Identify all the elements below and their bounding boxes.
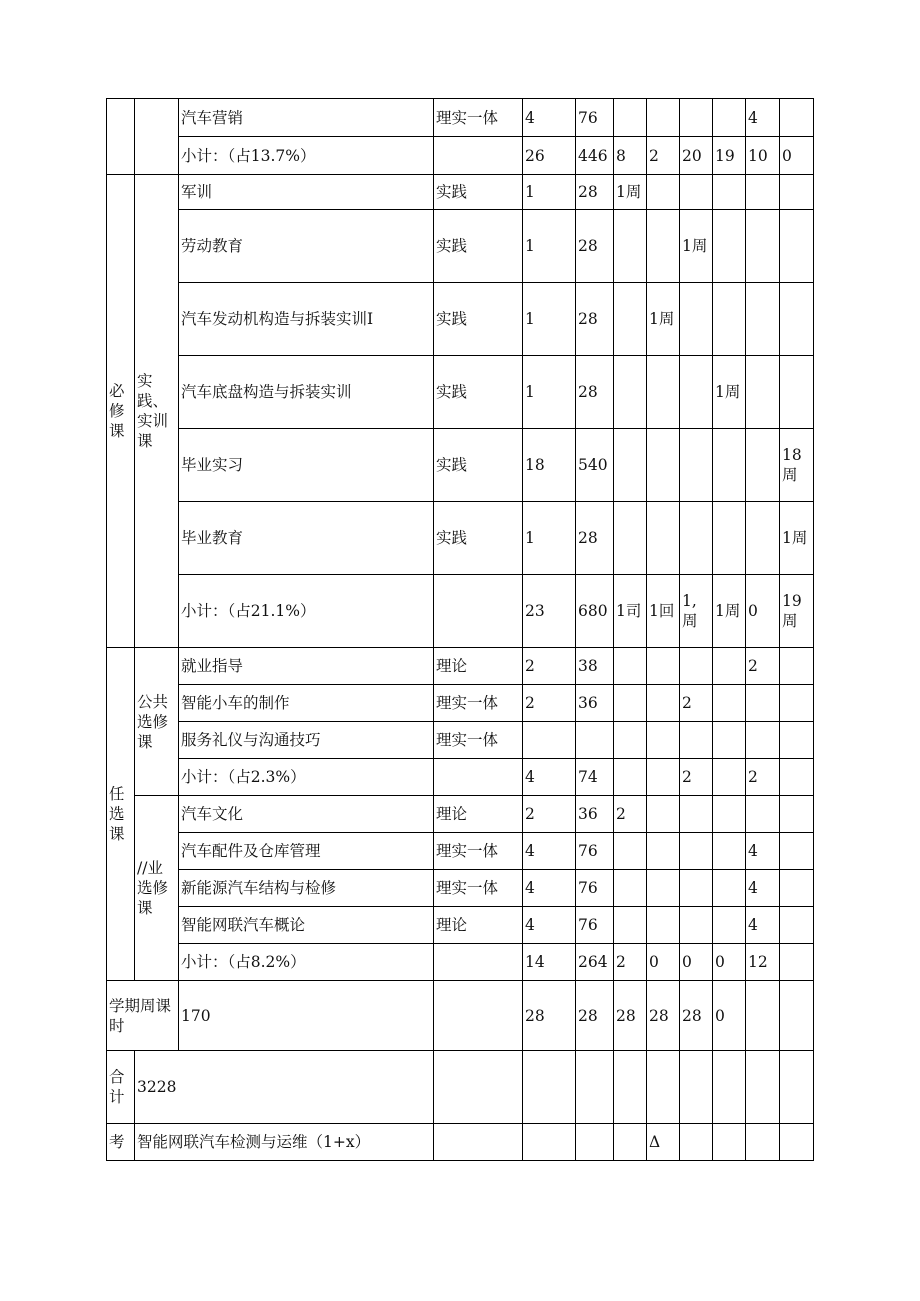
course-s6: [780, 356, 814, 429]
group-cell: [135, 99, 179, 175]
course-s6: [780, 575, 814, 648]
course-type: 理实一体: [434, 99, 523, 137]
course-s2: [647, 175, 680, 210]
course-type: 理实一体: [434, 685, 523, 722]
course-s1: [614, 575, 647, 648]
course-s3: [680, 356, 713, 429]
cell-line: 1周: [649, 310, 675, 328]
table-row: [107, 759, 814, 796]
table-row: [107, 283, 814, 356]
course-s4: [713, 907, 746, 944]
course-credit: 1: [523, 283, 576, 356]
total-label: 合计: [107, 1051, 135, 1124]
exam-row: [107, 1124, 814, 1161]
course-s6: [780, 722, 814, 759]
course-s6: [780, 99, 814, 137]
course-name: 劳动教育: [179, 210, 434, 283]
weekly-hours-row: [107, 981, 814, 1051]
course-name: 小计：（占8.2%）: [179, 944, 434, 981]
weekly-s4: 0: [713, 981, 746, 1051]
course-credit: 1: [523, 502, 576, 575]
course-s6: [780, 685, 814, 722]
course-credit: 18: [523, 429, 576, 502]
cell-line: 1周: [616, 183, 642, 201]
group-public-elective: 公共选修课: [135, 648, 179, 796]
course-type: 理论: [434, 907, 523, 944]
course-credit: 1: [523, 175, 576, 210]
course-s5: 12: [746, 944, 780, 981]
course-name: 智能小车的制作: [179, 685, 434, 722]
subtotal-row: [107, 575, 814, 648]
table-row: [107, 870, 814, 907]
course-s1: [614, 429, 647, 502]
course-type: [434, 944, 523, 981]
course-hours: [576, 722, 614, 759]
table-cell: [746, 1124, 780, 1161]
course-s4: [713, 175, 746, 210]
total-row: [107, 1051, 814, 1124]
course-s3: [680, 833, 713, 870]
course-s2: [647, 648, 680, 685]
course-s6: [780, 907, 814, 944]
course-s2: [647, 575, 680, 648]
table-cell: [523, 1051, 576, 1124]
course-s5: 0: [746, 575, 780, 648]
course-name: 服务礼仪与沟通技巧: [179, 722, 434, 759]
course-s3: [680, 648, 713, 685]
cell-line: 19周: [782, 592, 802, 630]
table-row: [107, 907, 814, 944]
course-s6: [780, 283, 814, 356]
course-s1: [614, 833, 647, 870]
course-s2: 0: [647, 944, 680, 981]
course-type: 实践: [434, 502, 523, 575]
table-row: [107, 502, 814, 575]
course-credit: 2: [523, 648, 576, 685]
course-s4: [713, 356, 746, 429]
course-type: 理论: [434, 796, 523, 833]
course-credit: 2: [523, 796, 576, 833]
course-s5: 2: [746, 759, 780, 796]
course-type: 实践: [434, 210, 523, 283]
table-cell: [680, 1051, 713, 1124]
course-s2: [647, 796, 680, 833]
course-name: 汽车配件及仓库管理: [179, 833, 434, 870]
exam-label: 考: [107, 1124, 135, 1161]
course-s4: [713, 429, 746, 502]
weekly-hours-label: 学期周课时: [107, 981, 179, 1051]
course-credit: 1: [523, 356, 576, 429]
table-row: [107, 356, 814, 429]
course-type: 实践: [434, 175, 523, 210]
course-hours: 76: [576, 99, 614, 137]
course-s1: [614, 907, 647, 944]
course-credit: [523, 722, 576, 759]
course-s1: [614, 648, 647, 685]
course-name: 毕业实习: [179, 429, 434, 502]
table-cell: [780, 1124, 814, 1161]
course-s3: 20: [680, 137, 713, 175]
course-s6: [780, 175, 814, 210]
course-s3: 0: [680, 944, 713, 981]
course-name: 就业指导: [179, 648, 434, 685]
course-s6: [780, 502, 814, 575]
weekly-s1: 28: [614, 981, 647, 1051]
course-name: 汽车底盘构造与拆装实训: [179, 356, 434, 429]
cell-line: 1周: [782, 529, 808, 547]
course-s2: [647, 429, 680, 502]
course-s1: [614, 722, 647, 759]
course-s2: [647, 283, 680, 356]
course-credit: 26: [523, 137, 576, 175]
course-s6: 0: [780, 137, 814, 175]
course-type: 理实一体: [434, 870, 523, 907]
course-hours: 76: [576, 907, 614, 944]
course-credit: 1: [523, 210, 576, 283]
course-s2: [647, 210, 680, 283]
weekly-s2: 28: [647, 981, 680, 1051]
course-s1: [614, 759, 647, 796]
course-s4: [713, 575, 746, 648]
course-s2: [647, 99, 680, 137]
course-s3: [680, 99, 713, 137]
course-credit: 2: [523, 685, 576, 722]
table-cell: [434, 981, 523, 1051]
course-s4: [713, 648, 746, 685]
course-credit: 4: [523, 759, 576, 796]
table-cell: [614, 1124, 647, 1161]
category-cell: [107, 99, 135, 175]
course-s5: [746, 210, 780, 283]
table-cell: [614, 1051, 647, 1124]
course-s2: [647, 722, 680, 759]
course-s1: [614, 175, 647, 210]
course-hours: 76: [576, 870, 614, 907]
exam-marker: Δ: [647, 1124, 680, 1161]
table-row: [107, 99, 814, 137]
course-s1: [614, 283, 647, 356]
table-cell: [746, 1051, 780, 1124]
exam-name: 智能网联汽车检测与运维（1+x）: [135, 1124, 434, 1161]
course-s3: 2: [680, 759, 713, 796]
course-type: 理论: [434, 648, 523, 685]
course-hours: 76: [576, 833, 614, 870]
course-s6: [780, 210, 814, 283]
table-cell: [434, 1124, 523, 1161]
course-s1: [614, 502, 647, 575]
course-s3: [680, 575, 713, 648]
course-s1: 8: [614, 137, 647, 175]
course-s3: [680, 870, 713, 907]
course-s5: [746, 175, 780, 210]
course-hours: 36: [576, 796, 614, 833]
weekly-hours: 28: [576, 981, 614, 1051]
course-s4: [713, 283, 746, 356]
course-type: 实践: [434, 356, 523, 429]
weekly-hours-value: 170: [179, 981, 434, 1051]
group-major-elective: //业选修课: [135, 796, 179, 981]
course-s1: [614, 99, 647, 137]
course-s4: 19: [713, 137, 746, 175]
course-name: 小计：（占13.7%）: [179, 137, 434, 175]
course-type: 理实一体: [434, 833, 523, 870]
course-type: [434, 575, 523, 648]
course-credit: 4: [523, 99, 576, 137]
course-s6: [780, 429, 814, 502]
course-s5: 10: [746, 137, 780, 175]
course-s4: 0: [713, 944, 746, 981]
table-cell: [647, 1051, 680, 1124]
course-s2: [647, 907, 680, 944]
course-s5: [746, 283, 780, 356]
course-s4: [713, 833, 746, 870]
course-s3: 2: [680, 685, 713, 722]
table-row: [107, 429, 814, 502]
course-s5: 4: [746, 99, 780, 137]
category-elective: 任选课: [107, 648, 135, 981]
course-hours: 28: [576, 283, 614, 356]
weekly-credit: 28: [523, 981, 576, 1051]
course-credit: 4: [523, 870, 576, 907]
course-s6: [780, 759, 814, 796]
course-s5: [746, 502, 780, 575]
course-hours: 264: [576, 944, 614, 981]
course-hours: 540: [576, 429, 614, 502]
course-s6: [780, 833, 814, 870]
table-cell: [576, 1124, 614, 1161]
course-s1: [614, 356, 647, 429]
course-credit: 23: [523, 575, 576, 648]
cell-line: 1司: [616, 602, 642, 620]
table-cell: [780, 1051, 814, 1124]
course-name: 军训: [179, 175, 434, 210]
course-s3: [680, 502, 713, 575]
course-type: 理实一体: [434, 722, 523, 759]
course-name: 小计：（占21.1%）: [179, 575, 434, 648]
course-hours: 36: [576, 685, 614, 722]
course-name: 新能源汽车结构与检修: [179, 870, 434, 907]
cell-line: 1周: [682, 237, 708, 255]
course-s3: [680, 429, 713, 502]
course-s5: [746, 722, 780, 759]
course-type: [434, 137, 523, 175]
course-s3: [680, 175, 713, 210]
course-type: [434, 759, 523, 796]
table-cell: [576, 1051, 614, 1124]
course-hours: 28: [576, 356, 614, 429]
course-s3: [680, 907, 713, 944]
course-s4: [713, 870, 746, 907]
course-s1: 2: [614, 944, 647, 981]
table-cell: [680, 1124, 713, 1161]
course-s1: [614, 870, 647, 907]
course-s5: 4: [746, 833, 780, 870]
course-s2: [647, 833, 680, 870]
course-credit: 4: [523, 907, 576, 944]
course-s1: [614, 685, 647, 722]
course-s1: 2: [614, 796, 647, 833]
cell-line: 1周: [715, 602, 741, 620]
course-s5: 4: [746, 907, 780, 944]
course-s2: 2: [647, 137, 680, 175]
course-hours: 446: [576, 137, 614, 175]
course-name: 毕业教育: [179, 502, 434, 575]
table-row: [107, 944, 814, 981]
table-cell: [780, 981, 814, 1051]
curriculum-table: [106, 98, 814, 1161]
course-s5: [746, 685, 780, 722]
course-s2: [647, 356, 680, 429]
subtotal-row: [107, 137, 814, 175]
course-s4: [713, 99, 746, 137]
course-hours: 28: [576, 175, 614, 210]
table-cell: [746, 981, 780, 1051]
table-cell: [434, 1051, 523, 1124]
course-type: 实践: [434, 283, 523, 356]
course-s6: [780, 796, 814, 833]
course-s6: [780, 648, 814, 685]
course-name: 汽车发动机构造与拆装实训I: [179, 283, 434, 356]
table-row: [107, 722, 814, 759]
course-credit: 14: [523, 944, 576, 981]
table-cell: [713, 1124, 746, 1161]
course-s3: [680, 283, 713, 356]
table-row: [107, 175, 814, 210]
table-row: [107, 210, 814, 283]
course-s4: [713, 796, 746, 833]
table-row: [107, 648, 814, 685]
course-s2: [647, 759, 680, 796]
group-practice: 实践、实训课: [135, 175, 179, 648]
course-s5: [746, 796, 780, 833]
cell-line: 18周: [782, 446, 802, 484]
course-s2: [647, 502, 680, 575]
course-hours: 38: [576, 648, 614, 685]
course-hours: 680: [576, 575, 614, 648]
course-name: 汽车文化: [179, 796, 434, 833]
course-s3: [680, 210, 713, 283]
course-type: 实践: [434, 429, 523, 502]
course-s5: 4: [746, 870, 780, 907]
course-s6: [780, 870, 814, 907]
course-s4: [713, 685, 746, 722]
course-s6: [780, 944, 814, 981]
table-row: [107, 796, 814, 833]
course-s1: [614, 210, 647, 283]
course-s5: [746, 429, 780, 502]
weekly-s3: 28: [680, 981, 713, 1051]
course-name: 汽车营销: [179, 99, 434, 137]
course-s3: [680, 722, 713, 759]
course-s4: [713, 502, 746, 575]
course-name: 小计：（占2.3%）: [179, 759, 434, 796]
table-cell: [713, 1051, 746, 1124]
category-required: 必修课: [107, 175, 135, 648]
course-s5: 2: [746, 648, 780, 685]
course-s2: [647, 685, 680, 722]
course-hours: 28: [576, 502, 614, 575]
course-s2: [647, 870, 680, 907]
cell-line: 1,周: [682, 592, 698, 630]
cell-line: 1周: [715, 383, 741, 401]
table-cell: [523, 1124, 576, 1161]
cell-line: 1回: [649, 602, 675, 620]
table-row: [107, 833, 814, 870]
total-value: 3228: [135, 1051, 434, 1124]
course-s4: [713, 722, 746, 759]
course-s5: [746, 356, 780, 429]
table-row: [107, 685, 814, 722]
course-s3: [680, 796, 713, 833]
course-hours: 74: [576, 759, 614, 796]
course-s4: [713, 759, 746, 796]
course-s4: [713, 210, 746, 283]
course-credit: 4: [523, 833, 576, 870]
course-name: 智能网联汽车概论: [179, 907, 434, 944]
course-hours: 28: [576, 210, 614, 283]
